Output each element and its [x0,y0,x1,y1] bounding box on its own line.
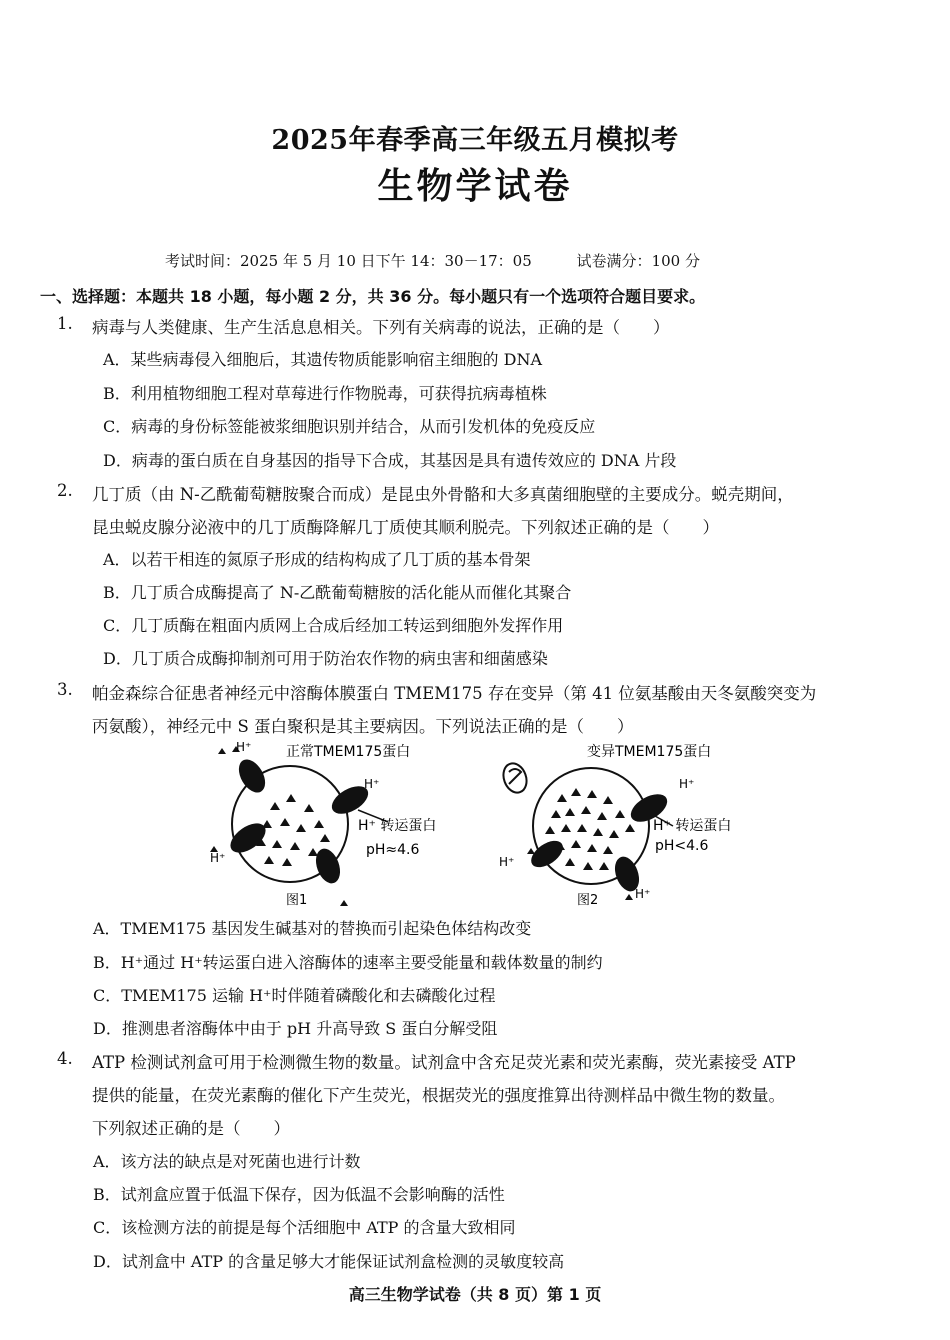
question-number: 4. [57,1049,73,1068]
option-2a: A．以若干相连的氮原子形成的结构构成了几丁质的基本骨架 [103,550,531,569]
option-1d: D．病毒的蛋白质在自身基因的指导下合成，其基因是具有遗传效应的 DNA 片段 [103,451,677,470]
full-score: 试卷满分：100 分 [576,252,700,270]
option-2d: D．几丁质合成酶抑制剂可用于防治农作物的病虫害和细菌感染 [103,649,548,668]
option-2b: B．几丁质合成酶提高了 N-乙酰葡萄糖胺的活化能从而催化其聚合 [103,583,572,602]
question-stem-line: 昆虫蜕皮腺分泌液中的几丁质酶降解几丁质使其顺利脱壳。下列叙述正确的是（ ） [92,518,719,537]
question-number: 3. [57,680,73,699]
h-ion-label: H⁺ [679,777,695,791]
option-3d: D．推测患者溶酶体中由于 pH 升高导致 S 蛋白分解受阻 [93,1019,498,1038]
option-2c: C．几丁质酶在粗面内质网上合成后经加工转运到细胞外发挥作用 [103,616,564,635]
option-4d: D．试剂盒中 ATP 的含量足够大才能保证试剂盒检测的灵敏度较高 [93,1252,565,1271]
option-1a: A．某些病毒侵入细胞后，其遗传物质能影响宿主细胞的 DNA [103,350,543,369]
page-footer: 高三生物学试卷（共 8 页）第 1 页 [348,1285,602,1304]
option-4a: A．该方法的缺点是对死菌也进行计数 [93,1152,361,1171]
h-ion-label: H⁺ [635,887,651,901]
figure-1 [190,736,470,908]
ph-label: pH<4.6 [655,838,709,854]
question-stem-line: 提供的能量，在荧光素酶的催化下产生荧光，根据荧光的强度推算出待测样品中微生物的数量。 [92,1086,785,1105]
normal-protein-label: 正常TMEM175蛋白 [286,744,411,760]
question-stem-line: ATP 检测试剂盒可用于检测微生物的数量。试剂盒中含充足荧光素和荧光素酶，荧光素接受 ATP [92,1053,796,1072]
option-3a: A．TMEM175 基因发生碱基对的替换而引起染色体结构改变 [93,919,532,938]
transporter-label: H⁺ 转运蛋白 [653,818,732,834]
figure-2 [495,736,755,908]
option-3c: C．TMEM175 运输 H⁺时伴随着磷酸化和去磷酸化过程 [93,986,496,1005]
question-stem-line: 下列叙述正确的是（ ） [92,1119,290,1138]
option-4b: B．试剂盒应置于低温下保存，因为低温不会影响酶的活性 [93,1185,505,1204]
exam-meta [165,250,700,271]
option-4c: C．该检测方法的前提是每个活细胞中 ATP 的含量大致相同 [93,1218,516,1237]
option-3b: B．H⁺通过 H⁺转运蛋白进入溶酶体的速率主要受能量和载体数量的制约 [93,953,603,972]
exam-title: 2025年春季高三年级五月模拟考 [271,125,679,156]
exam-time: 考试时间：2025 年 5 月 10 日下午 14：30－17：05 [165,252,532,270]
figure-caption: 图2 [577,893,599,908]
section-heading: 一、选择题：本题共 18 小题，每小题 2 分，共 36 分。每小题只有一个选项符合题目要求。 [40,287,706,306]
subject-title: 生物学试卷 [377,165,573,207]
question-number: 2. [57,481,73,500]
question-stem-line: 几丁质（由 N-乙酰葡萄糖胺聚合而成）是昆虫外骨骼和大多真菌细胞壁的主要成分。蜕壳期间， [92,485,794,504]
option-1b: B．利用植物细胞工程对草莓进行作物脱毒，可获得抗病毒植株 [103,384,547,403]
h-ion-label: H⁺ [210,851,226,865]
variant-protein-label: 变异TMEM175蛋白 [587,744,712,760]
option-1c: C．病毒的身份标签能被浆细胞识别并结合，从而引发机体的免疫反应 [103,417,596,436]
question-stem-line: 帕金森综合征患者神经元中溶酶体膜蛋白 TMEM175 存在变异（第 41 位氨基酸由天冬氨酸突变为 [92,684,817,703]
h-ion-label: H⁺ [364,777,380,791]
question-stem-line: 丙氨酸），神经元中 S 蛋白聚积是其主要病因。下列说法正确的是（ ） [92,717,634,736]
ph-label: pH≈4.6 [366,842,420,858]
h-ion-label: H⁺ [499,855,515,869]
figure-caption: 图1 [286,893,308,908]
question-stem-line: 病毒与人类健康、生产生活息息相关。下列有关病毒的说法，正确的是（ ） [92,318,670,337]
transporter-label: H⁺ 转运蛋白 [358,818,437,834]
h-ion-label: H⁺ [236,740,252,754]
question-number: 1. [57,314,73,333]
